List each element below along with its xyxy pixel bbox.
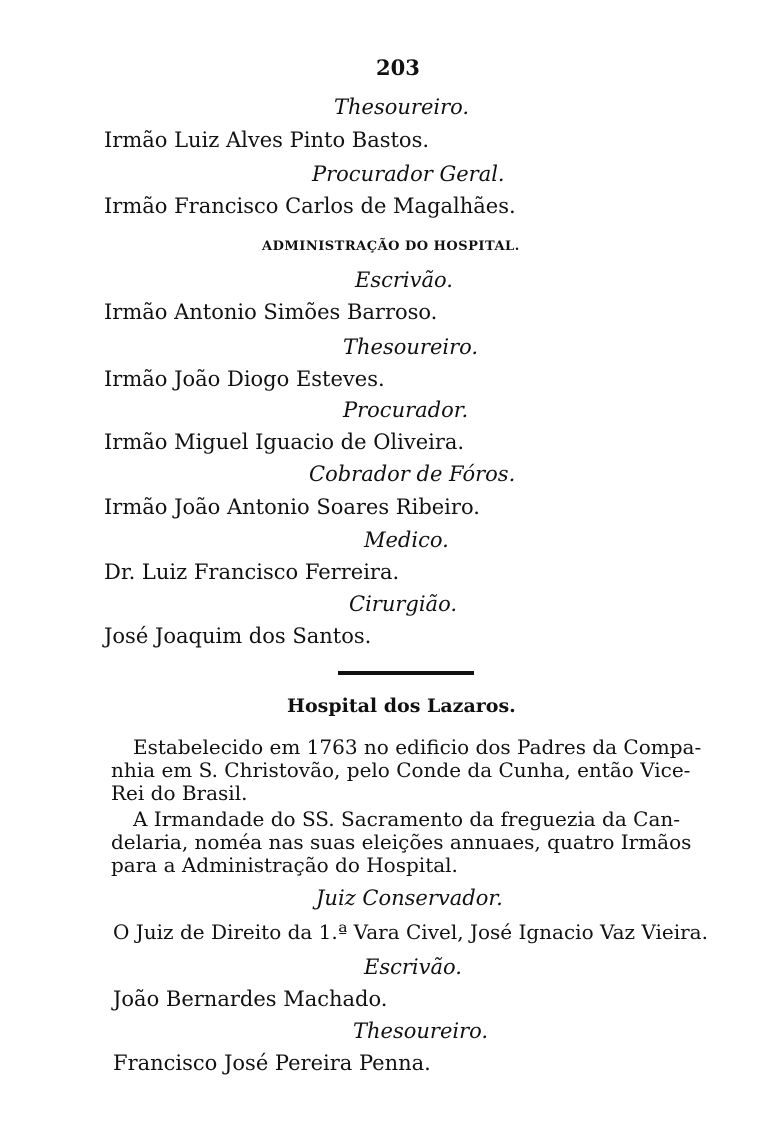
office-title: Medico. bbox=[364, 528, 449, 552]
office-title: Cirurgião. bbox=[349, 592, 458, 616]
text-line: delaria, noméa nas suas eleições annuaes, quatro Irmãos bbox=[111, 830, 692, 854]
office-title: Procurador. bbox=[343, 398, 469, 422]
office-title: Escrivão. bbox=[364, 955, 462, 979]
office-holder: Irmão Miguel Iguacio de Oliveira. bbox=[104, 430, 465, 454]
office-holder: Dr. Luiz Francisco Ferreira. bbox=[104, 560, 400, 584]
office-holder: João Bernardes Machado. bbox=[113, 987, 388, 1011]
office-title: Juiz Conservador. bbox=[316, 886, 503, 910]
office-title: Cobrador de Fóros. bbox=[309, 462, 516, 486]
text-line: nhia em S. Christovão, pelo Conde da Cunha, então Vice- bbox=[111, 758, 691, 782]
office-holder: O Juiz de Direito da 1.ª Vara Civel, José Ignacio Vaz Vieira. bbox=[113, 920, 708, 944]
office-holder: Irmão Antonio Simões Barroso. bbox=[104, 300, 438, 324]
office-title: Escrivão. bbox=[355, 268, 453, 292]
office-holder: Irmão Luiz Alves Pinto Bastos. bbox=[104, 128, 430, 152]
text-line: A Irmandade do SS. Sacramento da freguezia da Can- bbox=[133, 807, 681, 831]
text-line: para a Administração do Hospital. bbox=[111, 853, 458, 877]
text-line: Estabelecido em 1763 no edificio dos Padres da Compa- bbox=[133, 735, 702, 759]
paragraph-irmandade bbox=[111, 808, 703, 877]
office-holder: Irmão Francisco Carlos de Magalhães. bbox=[104, 194, 516, 218]
section-title: Hospital dos Lazaros. bbox=[287, 695, 516, 717]
office-title: Procurador Geral. bbox=[312, 162, 505, 186]
office-holder: José Joaquim dos Santos. bbox=[104, 624, 372, 648]
section-heading-administration: ADMINISTRAÇÃO DO HOSPITAL. bbox=[262, 239, 520, 254]
office-title: Thesoureiro. bbox=[334, 95, 470, 119]
text-line: Rei do Brasil. bbox=[111, 781, 248, 805]
office-title: Thesoureiro. bbox=[353, 1019, 489, 1043]
office-holder: Francisco José Pereira Penna. bbox=[113, 1051, 431, 1075]
office-title: Thesoureiro. bbox=[343, 335, 479, 359]
page-number: 203 bbox=[376, 55, 420, 80]
office-holder: Irmão João Diogo Esteves. bbox=[104, 367, 385, 391]
paragraph-foundation bbox=[111, 736, 703, 805]
section-divider bbox=[338, 671, 474, 675]
office-holder: Irmão João Antonio Soares Ribeiro. bbox=[104, 495, 480, 519]
